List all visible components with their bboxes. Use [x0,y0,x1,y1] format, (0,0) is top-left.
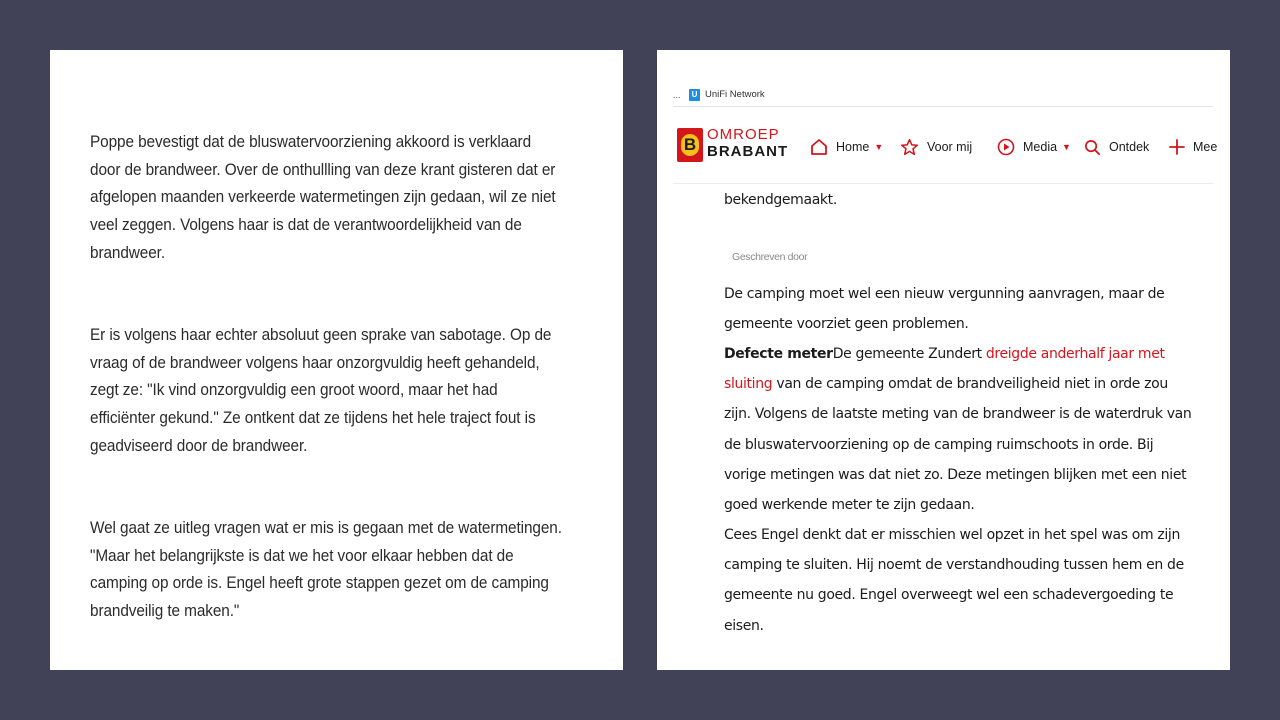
search-icon [1084,139,1101,156]
nav-ontdek[interactable] [1084,136,1149,158]
chevron-down-icon: ▼ [874,142,884,152]
article-text: De gemeente Zundert [832,346,986,362]
logo-text-brabant[interactable]: BRABANT [707,143,789,160]
home-icon [810,138,828,156]
plus-icon [1169,139,1185,155]
bookmark-unifi-network[interactable]: UniFi Network [705,89,765,100]
logo-badge-letter: B [681,134,699,156]
nav-meer[interactable] [1169,136,1217,158]
nav-meer-label: Mee [1193,140,1218,154]
site-header [673,107,1218,184]
unifi-icon: U [689,89,700,101]
article-paragraph: Wel gaat ze uitleg vragen wat er mis is gegaan met de watermetingen. "Maar het belangrijkste is dat we het voor elkaar hebben dat de camping op orde is. Engel heeft grote stappen gezet om de camping brandveilig te maken." [90,519,562,621]
author-label: Geschreven door [732,251,808,263]
star-icon [900,138,919,157]
omroep-brabant-logo-icon[interactable] [677,128,703,162]
article-paragraph: De camping moet wel een nieuw vergunning aanvragen, maar de gemeente voorziet geen problemen. [724,286,1165,333]
bookmarks-overflow[interactable]: ... [673,90,681,100]
article-paragraph: Er is volgens haar echter absoluut geen sprake van sabotage. Op de vraag of de brandweer volgens haar onzorgvuldig heeft gehandeld, zegt ze: "Ik vind onzorgvuldig een groot woord, maar het had efficiënter gekund." Ze ontkent dat ze tijdens het hele traject fout is geadviseerd door de brandweer. [90,326,552,455]
nav-home-label: Home [836,140,870,154]
nav-ontdek-label: Ontdek [1109,140,1150,154]
article-link[interactable]: dreigde anderhalf jaar met sluiting [724,346,1165,393]
bookmarks-bar [673,86,1213,107]
article-paragraph: Cees Engel denkt dat er misschien wel opzet in het spel was om zijn camping te sluiten. Hij noemt de verstandhouding tussen hem en de gemeente nu goed. Engel overweegt wel een schadevergoeding te eisen. [724,527,1184,634]
chevron-down-icon: ▼ [1062,142,1071,152]
article-paragraph: Poppe bevestigt dat de bluswatervoorziening akkoord is verklaard door de brandweer. Over de onthullling van deze krant gisteren dat er afgelopen maanden verkeerde watermetingen zijn gedaan, wil ze niet veel zeggen. Volgens haar is dat de verantwoordelijkheid van de brandweer. [90,133,556,262]
article-text: bekendgemaakt. [724,192,837,208]
nav-home[interactable] [810,136,883,158]
article-text: van de camping omdat de brandveiligheid niet in orde zou zijn. Volgens de laatste meting van de brandweer is de waterdruk van de bluswatervoorziening op de camping ruimschoots in orde. Bij vorige metingen was dat niet zo. Deze metingen blijken met een niet goed werkende meter te zijn gedaan. [724,376,1192,514]
logo-text-omroep[interactable]: OMROEP [707,126,780,143]
article-paragraph-defecte-meter [724,339,1194,520]
nav-media[interactable] [997,136,1071,158]
nav-media-label: Media [1023,140,1058,154]
nav-voor-mij[interactable] [900,136,972,158]
section-heading: Defecte meter [724,346,833,362]
nav-voor-mij-label: Voor mij [927,140,973,154]
newspaper-article-panel [50,50,623,670]
play-icon [997,138,1015,156]
omroep-brabant-browser-panel [657,50,1230,670]
